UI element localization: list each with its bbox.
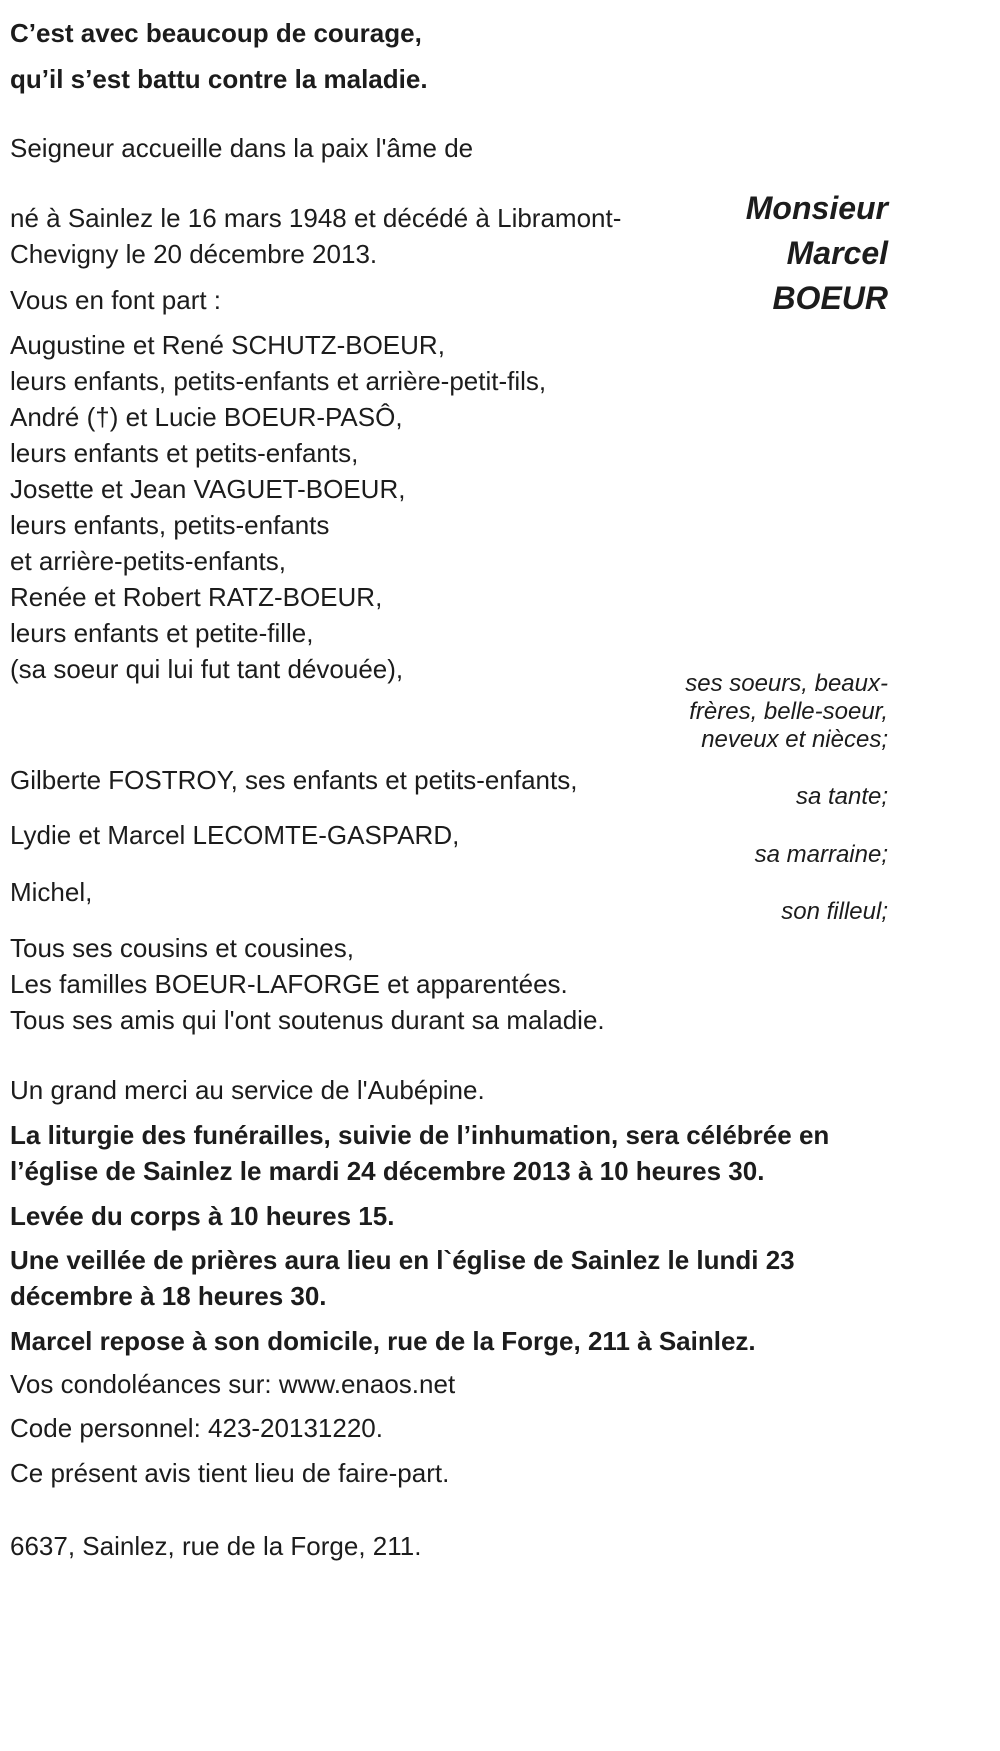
liturgy-paragraph [10,1117,888,1189]
other-mourners-list [10,930,888,1038]
courage-paragraph [10,10,888,102]
family-line: Josette et Jean VAGUET-BOEUR, [10,474,406,504]
thanks-line: Un grand merci au service de l'Aubépine. [10,1075,485,1105]
relation-label-sisters-line: neveux et nièces; [701,726,888,753]
liturgy-line-1: La liturgie des funérailles, suivie de l’inhumation, sera célébrée en [10,1120,830,1150]
other-mourners-line: Les familles BOEUR-LAFORGE et apparentées. [10,969,568,999]
family-line: (sa soeur qui lui fut tant dévouée), [10,654,404,684]
liturgy-line-2: l’église de Sainlez le mardi 24 décembre 2013 à 10 heures 30. [10,1156,765,1186]
vigil-line-1: Une veillée de prières aura lieu en l`église de Sainlez le lundi 23 [10,1245,795,1275]
family-line: et arrière-petits-enfants, [10,546,287,576]
announcement-intro: Vous en font part : [10,285,222,315]
aunt-line: Gilberte FOSTROY, ses enfants et petits-enfants, [10,765,578,795]
personal-code-line: Code personnel: 423-20131220. [10,1413,383,1443]
family-list [10,327,888,687]
repose-line: Marcel repose à son domicile, rue de la Forge, 211 à Sainlez. [10,1326,756,1356]
deceased-first-name: Marcel [786,235,888,271]
family-line: Augustine et René SCHUTZ-BOEUR, [10,330,445,360]
relation-label-sisters-line: ses soeurs, beaux- [685,670,888,697]
courage-line-1: C’est avec beaucoup de courage, [10,18,422,48]
birth-death-line-2: Chevigny le 20 décembre 2013. [10,239,378,269]
relation-label-sisters-line: frères, belle-soeur, [689,698,888,725]
family-line: leurs enfants et petite-fille, [10,618,314,648]
birth-death-line-1: né à Sainlez le 16 mars 1948 et décédé à Libramont- [10,203,622,233]
family-line: Renée et Robert RATZ-BOEUR, [10,582,383,612]
courage-line-2: qu’il s’est battu contre la maladie. [10,64,428,94]
family-line: André (†) et Lucie BOEUR-PASÔ, [10,402,403,432]
godmother-line: Lydie et Marcel LECOMTE-GASPARD, [10,820,460,850]
relation-label-aunt: sa tante; [795,783,888,810]
deceased-title: Monsieur [745,190,888,226]
address-line: 6637, Sainlez, rue de la Forge, 211. [10,1531,422,1561]
invocation-line: Seigneur accueille dans la paix l'âme de [10,133,474,163]
relation-label-godmother: sa marraine; [754,841,888,868]
vigil-line-2: décembre à 18 heures 30. [10,1281,327,1311]
family-line: leurs enfants, petits-enfants et arrière-petit-fils, [10,366,547,396]
other-mourners-line: Tous ses cousins et cousines, [10,933,354,963]
faire-part-line: Ce présent avis tient lieu de faire-part. [10,1458,450,1488]
levee-line: Levée du corps à 10 heures 15. [10,1201,395,1231]
family-line: leurs enfants, petits-enfants [10,510,330,540]
family-line: leurs enfants et petits-enfants, [10,438,359,468]
vigil-paragraph [10,1242,888,1314]
relation-label-godson: son filleul; [781,898,888,925]
deceased-last-name: BOEUR [772,280,888,316]
godson-line: Michel, [10,877,93,907]
other-mourners-line: Tous ses amis qui l'ont soutenus durant sa maladie. [10,1005,605,1035]
condolences-line: Vos condoléances sur: www.enaos.net [10,1369,456,1399]
deceased-name-block [746,186,888,321]
